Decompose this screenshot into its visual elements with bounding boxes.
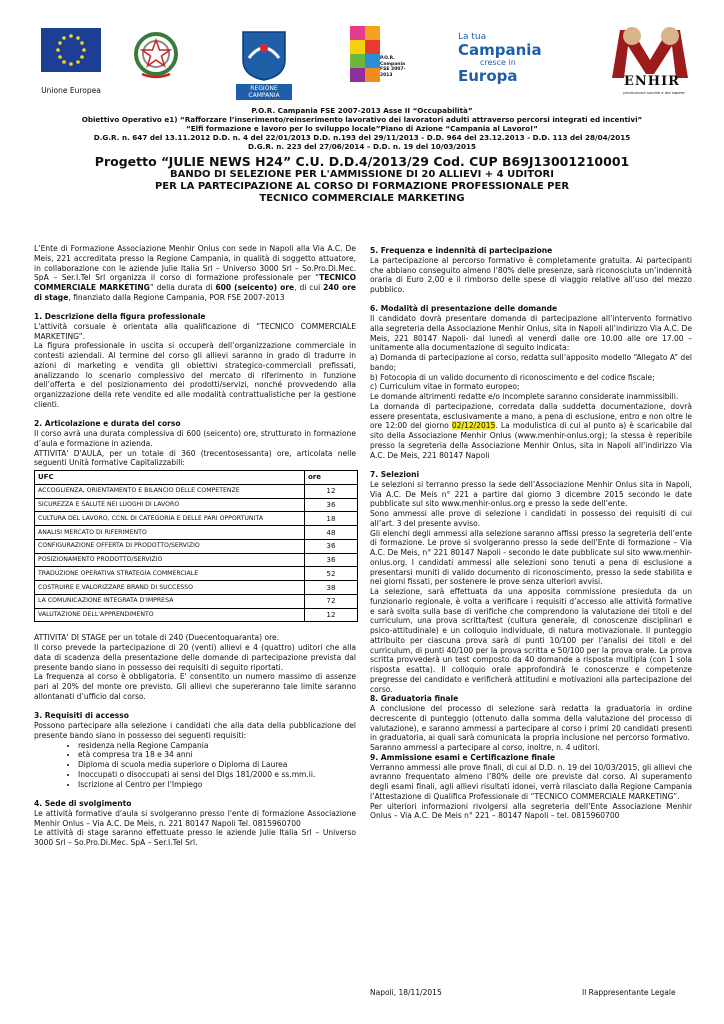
emblem-star-icon xyxy=(134,30,178,80)
menhir-logo xyxy=(606,24,696,98)
header-line-5: D.G.R. n. 223 del 27/06/2014 – D.D. n. 19 del 10/03/2015 xyxy=(248,142,476,151)
italian-emblem-logo xyxy=(134,30,178,80)
section-6-p1: Il candidato dovrà presentare domanda di partecipazione all’intervento formativo alla segreteria della Associazione Menhir Onlus, sita in Napoli all’indirizzo Via A.C. De Meis, 221 80147 Napoli- dal lunedì al venerdì dalle ore 10.00 alle ore 17.00 – unitamente alla documentazione di seguito indicata: xyxy=(370,314,692,353)
eu-caption: Unione Europea xyxy=(41,86,101,95)
campania-line1: La tua xyxy=(458,32,487,42)
table-row xyxy=(35,594,358,608)
list-item: • Inoccupati o disoccupati ai sensi del Dlgs 181/2000 e ss.mm.ii. xyxy=(78,770,356,780)
menhir-tagline: promozione sociale e del sapere xyxy=(623,90,685,95)
header-line-1: P.O.R. Campania FSE 2007-2013 Asse II “Occupabilità” xyxy=(251,106,473,115)
table-row xyxy=(35,567,358,581)
section-4-p1: Le attività formative d'aula si svolgeranno presso l'ente di formazione Associazione Menhir Onlus – Via A.C. De Meis, n. 221 80147 Napoli Tel. 0815960700 xyxy=(34,808,356,828)
bando-subtitle-1: BANDO DI SELEZIONE PER L'AMMISSIONE DI 20 ALLIEVI + 4 UDITORI xyxy=(170,169,554,180)
ufc-cell: ACCOGLIENZA, ORIENTAMENTO E BILANCIO DELLE COMPETENZE xyxy=(35,484,305,498)
ufc-cell: SICUREZZA E SALUTE NEI LUOGHI DI LAVORO xyxy=(35,498,305,512)
table-row xyxy=(35,553,358,567)
list-item: • residenza nella Regione Campania xyxy=(78,741,356,751)
ore-cell: 52 xyxy=(305,567,358,581)
section-4-title: 4. Sede di svolgimento xyxy=(34,799,132,808)
section-5-p1: La partecipazione al percorso formativo è completamente gratuita. Ai partecipanti che abbiano conseguito almeno l’80% delle presenze, sarà riconosciuta un’indennità oraria di Euro 2,00 e il rimborso delle spese di viaggio relative all’uso del mezzo pubblico. xyxy=(370,255,692,294)
section-6-title: 6. Modalità di presentazione delle domande xyxy=(370,304,558,314)
requirements-list xyxy=(34,741,356,790)
ufc-cell: CULTURA DEL LAVORO, CCNL DI CATEGORIA E DELLE PARI OPPORTUNITA xyxy=(35,512,305,526)
bando-subtitle-3: TECNICO COMMERCIALE MARKETING xyxy=(259,193,465,204)
ore-cell: 36 xyxy=(305,539,358,553)
campania-line3: cresce in xyxy=(480,58,516,67)
section-7-p2: Sono ammessi alle prove di selezione i candidati in possesso dei requisiti di cui all’art. 3 del presente avviso. xyxy=(370,509,692,528)
section-2-title: 2. Articolazione e durata del corso xyxy=(34,419,181,429)
header-line-2: Obiettivo Operativo e1) “Rafforzare l’inserimento/reinserimento lavorativo dei lavoratori adulti attraverso percorsi integrati ed incentivi” xyxy=(81,115,643,124)
section-8-p1: A conclusione del processo di selezione sarà redatta la graduatoria in ordine decrescente di punteggio (ottenuto dalla somma della valutazione del processo di valutazione), e saranno ammessi a partecipare al corso i primi 20 candidati presenti in graduatoria, ai quali sarà comunicata la propria inclusione nel percorso formativo. xyxy=(370,704,692,743)
section-7-p4: La selezione, sarà effettuata da una apposita commissione presieduta da un funzionario regionale, è volta a verificare i requisiti d’accesso alle attività formative e sarà svolta sulla base di verifiche che comprendono la valutazione dei titoli e del curriculum, una prova scritta/test (cultura generale, di conoscenze disciplinari e psico-attitudinale) e un colloquio individuale, di natura motivazionale. Il punteggio attribuito per ciascuna prova sarà di punti 10/100 per l’analisi dei titoli e del curriculum, di punti 40/100 per la prova scritta e 50/100 per la prova orale. La prova scritta provvederà un test composto da 40 domande a risposta multipla (con 1 sola risposta esatta). Il colloquio orale approfondirà le conoscenze e competenze pregresse del candidato e verificherà attitudini e motivazioni alla partecipazione del corso. xyxy=(370,587,692,694)
section-8-title: 8. Graduatoria finale xyxy=(370,694,459,704)
section-1-p1: L'attività corsuale è orientata alla qualificazione di “TECNICO COMMERCIALE MARKETING”. xyxy=(34,321,356,341)
section-2-p4: Il corso prevede la partecipazione di 20 (venti) allievi e 4 (quattro) uditori che alla data di scadenza della presentazione delle domande di partecipazione prevista dal presente bando siano in possesso dei requisiti di seguito riportati. xyxy=(34,643,356,672)
table-row xyxy=(35,512,358,526)
right-column xyxy=(370,244,692,821)
deadline-date: 02/12/2015 xyxy=(451,421,496,431)
section-3-p1: Possono partecipare alla selezione i candidati che alla data della pubblicazione del presente bando siano in possesso dei seguenti requisiti: xyxy=(34,721,356,740)
list-item: • età compresa tra 18 e 34 anni xyxy=(78,750,356,760)
ore-cell: 48 xyxy=(305,526,358,540)
section-1-title: 1. Descrizione della figura professionale xyxy=(34,312,206,322)
ore-cell: 12 xyxy=(305,484,358,498)
section-1-p2: La figura professionale in uscita si occuperà dell’organizzazione commerciale in contesti aziendali. Al termine del corso gli allievi saranno in grado di tradurre in azioni di marketing e vendita gli obiettivi strategico-commerciali prefissati, analizzando lo scenario complessivo del mercato di riferimento in funzione dell’offerta e del posizionamento dei prodotti/servizi, nonché provvedendo alla organizzazione della rete vendite ed alle modalità contrattualistiche per la gestione clienti. xyxy=(34,341,356,409)
table-row xyxy=(35,484,358,498)
ufc-cell: VALUTAZIONE DELL'APPRENDIMENTO xyxy=(35,608,305,622)
section-2-p2: ATTIVITA' D'AULA, per un totale di 360 (trecentosessanta) ore, articolata nelle seguenti Unità formative Capitalizzabili: xyxy=(34,448,356,468)
section-9-p1: Verranno ammessi alle prove finali, di cui al D.D. n. 19 del 10/03/2015, gli allievi che avranno frequentato almeno l’80% delle ore previste dal corso. Al superamento degli esami finali, agli allievi risultati idonei, verrà rilasciato dalla Regione Campania l’Attestazione di Qualifica Professionale di “TECNICO COMMERCIALE MARKETING”. xyxy=(370,762,692,801)
regione-campania-logo xyxy=(236,28,292,99)
left-column xyxy=(34,244,356,857)
place-date: Napoli, 18/11/2015 xyxy=(370,988,442,997)
logo-bar xyxy=(0,0,724,100)
section-8-p2: Saranno ammessi a partecipare al corso, inoltre, n. 4 uditori. xyxy=(370,743,600,753)
section-2-p3: ATTIVITA' DI STAGE per un totale di 240 (Duecentoquaranta) ore. xyxy=(34,633,280,643)
ore-header: ore xyxy=(305,471,358,485)
table-row xyxy=(35,608,358,622)
section-5-title: 5. Frequenza e indennità di partecipazione xyxy=(370,246,553,255)
table-row xyxy=(35,498,358,512)
menhir-m-icon xyxy=(606,24,696,80)
eu-logo xyxy=(36,28,106,98)
campania-line4: Europa xyxy=(458,67,518,85)
ufc-header: UFC xyxy=(35,471,305,485)
section-3-title: 3. Requisiti di accesso xyxy=(34,711,129,721)
por-logo xyxy=(350,26,406,92)
por-color-blocks-icon xyxy=(350,26,380,82)
list-item: • Diploma di scuola media superiore o Diploma di Laurea xyxy=(78,760,356,770)
section-6-p2: La domanda di partecipazione, corredata dalla suddetta documentazione, dovrà essere presentata, esclusivamente a mano, a pena di esclusione, entro e non oltre le ore 12:00 del giorno 02/12/2015. La modulistica di cui al punto a) è scaricabile dal sito della Associazione Menhir Onlus (www.menhir-onlus.org); la stessa è reperibile presso la segreteria della Associazione Menhir Onlus, sita in Napoli all’indirizzo Via A.C. De Meis, 221 80147 Napoli xyxy=(370,401,692,460)
table-row xyxy=(35,526,358,540)
ore-cell: 36 xyxy=(305,553,358,567)
campania-line2: Campania xyxy=(458,41,542,59)
intro-paragraph: L’Ente di Formazione Associazione Menhir Onlus con sede in Napoli alla Via A.C. De Meis, 221 accreditata presso la Regione Campania, in qualità di soggetto attuatore, in collaborazione con le aziende Julie Italia Srl – Universo 3000 Srl – So.Pro.Di.Mec. SpA – Ser.I.Tel Srl organizza il corso di formazione professionale per “TECNICO COMMERCIALE MARKETING” della durata di 600 (seicento) ore, di cui 240 ore di stage, finanziato dalla Regione Campania, POR FSE 2007-2013 xyxy=(34,244,357,302)
ufc-cell: TRADUZIONE OPERATIVA STRATEGIA COMMERCIALE xyxy=(35,567,305,581)
por-caption: P.O.R. Campania FSE 2007-2013 xyxy=(380,56,406,78)
table-row xyxy=(35,581,358,595)
section-6-d: Le domande altrimenti redatte e/o incomplete saranno considerate inammissibili. xyxy=(370,392,679,402)
ore-cell: 72 xyxy=(305,594,358,608)
ufc-cell: COSTRUIRE E VALORIZZARE BRAND DI SUCCESSO xyxy=(35,581,305,595)
section-7-p1: Le selezioni si terranno presso la sede dell’Associazione Menhir Onlus sita in Napoli, Via A.C. De Meis n° 221 a partire dal giorno 3 dicembre 2015 secondo le date pubblicate sul sito www.menhir-onlus.org e presso la sede dell’ente. xyxy=(370,479,692,509)
regione-caption: REGIONE CAMPANIA xyxy=(236,84,292,100)
header-line-4: D.G.R. n. 647 del 13.11.2012 D.D. n. 4 del 22/01/2013 D.D. n.193 del 29/11/2013 - D.D. 964 del 23.12.2013 - D.D. 113 del 28/04/2015 xyxy=(93,133,631,142)
section-2-p5: La frequenza al corso è obbligatoria. E' consentito un numero massimo di assenze pari al 20% del monte ore previsto. Gli allievi che supereranno tale limite saranno allontanati d’ufficio dal corso. xyxy=(34,672,356,701)
ore-cell: 38 xyxy=(305,581,358,595)
header-block xyxy=(20,106,704,205)
section-7-p3: Gli elenchi degli ammessi alla selezione saranno affissi presso la segreteria dell’ente di formazione. Le prove si svolgeranno presso la sede dell’Ente di formazione – Via A.C. De Meis, n° 221 80147 Napoli - secondo le date pubblicate sul sito www.menhir-onlus.org. I candidati ammessi alle selezioni sono tenuti a pena di esclusione a presentarsi muniti di valido documento di riconoscimento, presso la sede stabilita e nei giorni fissati, per sostenere le prove senza ulteriori avvisi. xyxy=(370,528,692,587)
ore-cell: 18 xyxy=(305,512,358,526)
ufc-cell: POSIZIONAMENTO PRODOTTO/SERVIZIO xyxy=(35,553,305,567)
legal-representative: Il Rappresentante Legale xyxy=(582,988,676,997)
section-4-p2: Le attività di stage saranno effettuate presso le aziende Julie Italia Srl – Universo 3000 Srl – So.Pro.Di.Mec. SpA – Ser.I.Tel Srl. xyxy=(34,828,356,847)
campania-europa-logo xyxy=(458,32,558,94)
menhir-word: ENHIR xyxy=(624,74,680,89)
section-6-c: c) Curriculum vitae in formato europeo; xyxy=(370,382,520,392)
section-9-p2: Per ulteriori informazioni rivolgersi alla segreteria dell’Ente Associazione Menhir Onlus – Via A.C. De Meis n° 221 – 80147 Napoli – tel. 0815960700 xyxy=(370,801,692,821)
ufc-cell: ANALISI MERCATO DI RIFERIMENTO xyxy=(35,526,305,540)
table-row xyxy=(35,539,358,553)
list-item: • Iscrizione al Centro per l'Impiego xyxy=(78,780,356,790)
section-7-title: 7. Selezioni xyxy=(370,470,420,480)
ufc-table xyxy=(34,470,358,622)
header-line-3: “Elfi formazione e lavoro per lo sviluppo locale”Piano di Azione “Campania al Lavoro!” xyxy=(185,124,539,133)
section-2-p1: Il corso avrà una durata complessiva di 600 (seicento) ore, strutturato in formazione d’aula e formazione in azienda. xyxy=(34,429,356,448)
ore-cell: 12 xyxy=(305,608,358,622)
eu-flag-icon xyxy=(41,28,101,72)
ufc-cell: CONFIGURAZIONE OFFERTA DI PRODOTTO/SERVIZIO xyxy=(35,539,305,553)
ore-cell: 36 xyxy=(305,498,358,512)
section-6-b: b) Fotocopia di un valido documento di riconoscimento e del codice fiscale; xyxy=(370,372,655,382)
campania-shield-icon xyxy=(239,28,289,82)
project-title: Progetto “JULIE NEWS H24” C.U. D.D.4/2013/29 Cod. CUP B69J13001210001 xyxy=(94,154,630,169)
ufc-cell: LA COMUNICAZIONE INTEGRATA D'IMPRESA xyxy=(35,594,305,608)
section-6-a: a) Domanda di partecipazione al corso, redatta sull’apposito modello “Allegato A” del bando; xyxy=(370,353,692,372)
section-9-title: 9. Ammissione esami e Certificazione finale xyxy=(370,752,556,762)
bando-subtitle-2: PER LA PARTECIPAZIONE AL CORSO DI FORMAZIONE PROFESSIONALE PER xyxy=(154,181,570,192)
